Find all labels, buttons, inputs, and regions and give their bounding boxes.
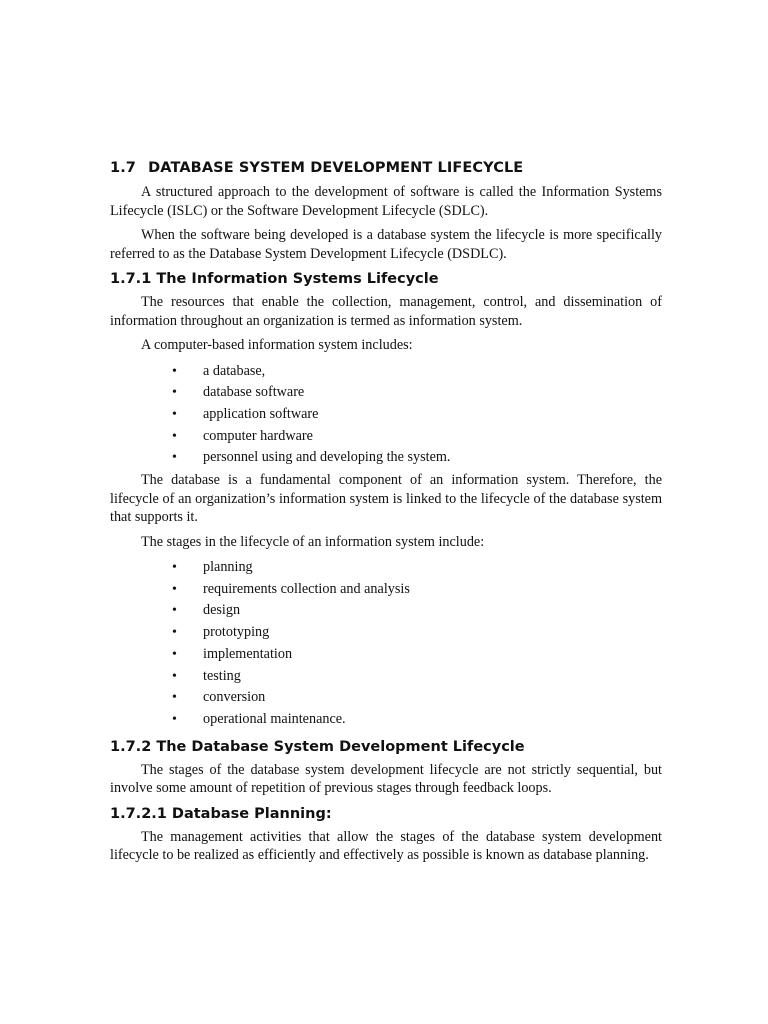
bullet-icon: •: [172, 646, 177, 662]
list-item: • personnel using and developing the system.: [110, 447, 662, 469]
paragraph: The stages of the database system development lifecycle are not strictly sequential, but involve some amount of repetition of previous stages through feedback loops.: [110, 761, 662, 797]
bullet-icon: •: [172, 711, 177, 727]
bullet-icon: •: [172, 625, 177, 641]
bullet-icon: •: [172, 450, 177, 466]
paragraph: A structured approach to the development of software is called the Information Systems Lifecycle (ISLC) or the Software Development Lifecycle (SDLC).: [110, 184, 662, 219]
bullet-icon: •: [172, 581, 177, 597]
paragraph: The stages in the lifecycle of an information system include:: [141, 533, 485, 550]
list-item: • requirements collection and analysis: [110, 579, 662, 601]
bullet-icon: •: [172, 668, 177, 684]
subsection-heading-1-7-1: 1.7.1 The Information Systems Lifecycle: [110, 271, 439, 287]
list-item: • computer hardware: [110, 426, 662, 448]
list-item: • design: [110, 600, 662, 622]
subsection-heading-1-7-2-1: 1.7.2.1 Database Planning:: [110, 805, 332, 822]
section-number: 1.7: [110, 160, 136, 176]
list-item: • prototyping: [110, 622, 662, 644]
list-item: • conversion: [110, 687, 662, 709]
list-item: • database software: [110, 382, 662, 404]
list-item: • planning: [110, 557, 662, 579]
list-item: • application software: [110, 404, 662, 426]
bullet-list-stages: [110, 557, 662, 731]
bullet-icon: •: [172, 385, 177, 401]
list-item: • a database,: [110, 361, 662, 383]
list-item: • implementation: [110, 644, 662, 666]
section-heading: [110, 160, 662, 176]
paragraph: A computer-based information system includes:: [141, 337, 413, 353]
document-body: [110, 160, 662, 871]
list-item: • testing: [110, 666, 662, 688]
paragraph: When the software being developed is a database system the lifecycle is more specifically referred to as the Database System Development Lifecycle (DSDLC).: [110, 227, 662, 262]
bullet-icon: •: [172, 560, 177, 576]
subsection-heading-1-7-2: 1.7.2 The Database System Development Lifecycle: [110, 738, 525, 755]
bullet-icon: •: [172, 690, 177, 706]
paragraph: The management activities that allow the stages of the database system development lifecycle to be realized as efficiently and effectively as possible is known as database planning.: [110, 828, 662, 864]
bullet-icon: •: [172, 406, 177, 422]
section-title: DATABASE SYSTEM DEVELOPMENT LIFECYCLE: [148, 160, 524, 176]
bullet-icon: •: [172, 428, 177, 444]
bullet-icon: •: [172, 363, 177, 379]
list-item: • operational maintenance.: [110, 709, 662, 731]
bullet-list-components: [110, 361, 662, 470]
paragraph: The database is a fundamental component of an information system. Therefore, the lifecycle of an organization’s information system is linked to the lifecycle of the database system that supports it.: [110, 472, 662, 526]
paragraph: The resources that enable the collection, management, control, and dissemination of information throughout an organization is termed as information system.: [110, 294, 662, 329]
bullet-icon: •: [172, 603, 177, 619]
